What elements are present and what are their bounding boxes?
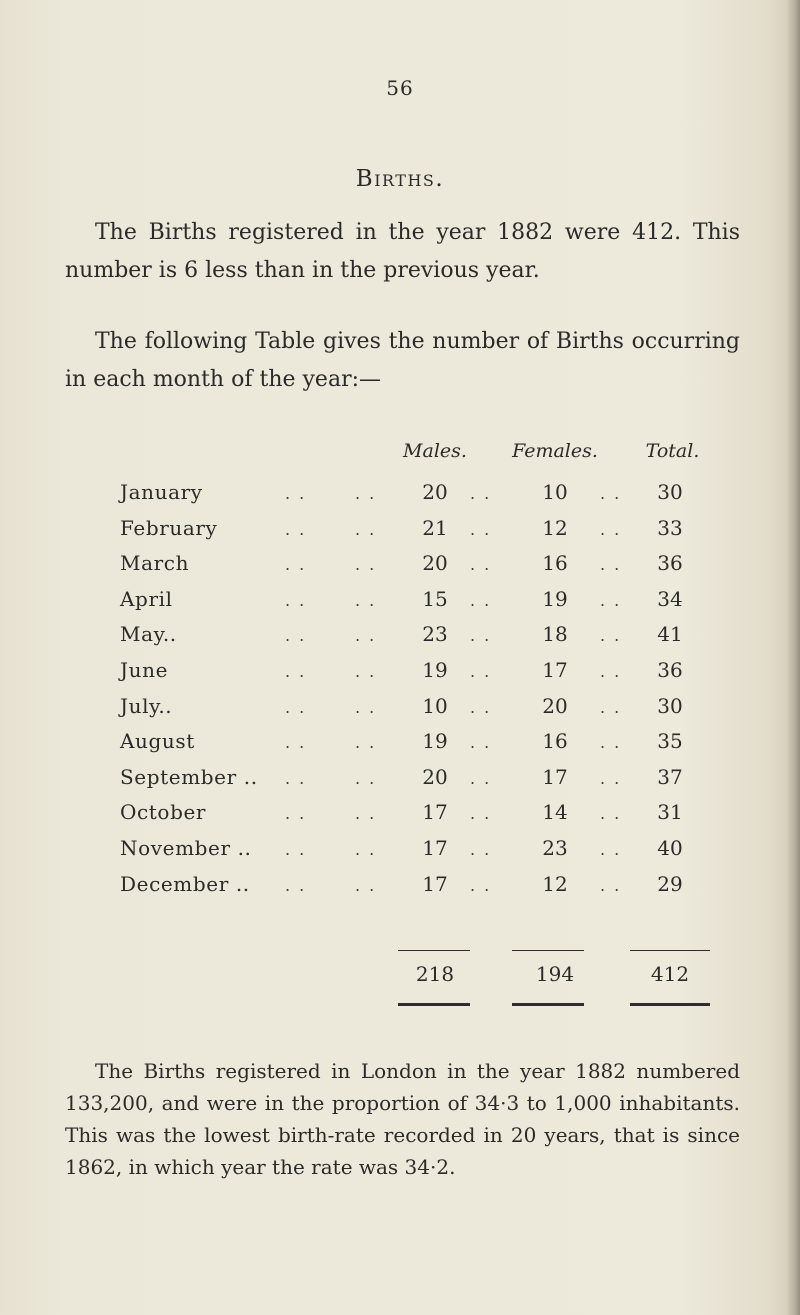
row-leader-dots: . . (285, 484, 307, 503)
row-total: 36 (657, 658, 683, 682)
row-leader-dots: . . (600, 697, 622, 717)
row-females: 19 (542, 586, 568, 611)
row-leader-dots: . . (355, 875, 377, 895)
row-leader-dots: . . (285, 662, 307, 681)
table-row (0, 765, 800, 801)
row-leader-dots: . . (600, 733, 622, 753)
row-leader-dots: . . (285, 590, 307, 610)
row-leader-dots: . . (470, 875, 492, 895)
row-females: 12 (542, 871, 568, 896)
london-paragraph: The Births registered in London in the year 1882 numbered 133,200, and were in the proportion of 34·3 to 1,000 inhabitants. This was the lowest birth-rate recorded in 20 years, that is since 1862, in which year the rate was 34·2. (65, 1059, 740, 1179)
row-total: 34 (657, 586, 683, 611)
row-month: January (120, 480, 203, 504)
row-month: September .. (120, 764, 258, 789)
row-females: 12 (542, 515, 568, 540)
row-males: 15 (422, 586, 448, 611)
row-leader-dots: . . (285, 555, 307, 575)
row-males: 20 (422, 480, 448, 504)
row-leader-dots: . . (600, 626, 622, 646)
row-leader-dots: . . (285, 519, 307, 539)
row-month: August (120, 729, 195, 754)
table-row (0, 729, 800, 765)
table-row (0, 480, 800, 516)
row-males: 23 (422, 622, 448, 647)
table-intro-paragraph: The following Table gives the number of Births occurring in each month of the year:— (65, 329, 740, 392)
row-leader-dots: . . (600, 840, 622, 859)
row-total: 41 (657, 622, 683, 647)
row-females: 14 (542, 800, 568, 825)
double-rule-males (398, 1003, 470, 1006)
row-month: December .. (120, 871, 250, 896)
row-leader-dots: . . (285, 875, 307, 895)
row-leader-dots: . . (285, 840, 307, 859)
row-total: 35 (657, 729, 683, 754)
double-rule-total (630, 1003, 710, 1006)
table-row (0, 516, 800, 552)
row-leader-dots: . . (355, 733, 377, 753)
table-row (0, 872, 800, 908)
row-females: 16 (542, 551, 568, 576)
table-row (0, 551, 800, 587)
row-leader-dots: . . (470, 768, 492, 788)
row-males: 19 (422, 658, 448, 682)
row-females: 20 (542, 693, 568, 718)
row-males: 20 (422, 764, 448, 789)
row-total: 30 (657, 693, 683, 718)
row-males: 20 (422, 551, 448, 576)
row-leader-dots: . . (470, 733, 492, 753)
table-row (0, 694, 800, 730)
table-row (0, 622, 800, 658)
row-leader-dots: . . (355, 519, 377, 539)
row-leader-dots: . . (470, 519, 492, 539)
row-leader-dots: . . (600, 484, 622, 503)
row-leader-dots: . . (355, 662, 377, 681)
row-leader-dots: . . (600, 590, 622, 610)
row-month: April (120, 586, 173, 611)
row-leader-dots: . . (600, 519, 622, 539)
row-month: March (120, 551, 190, 576)
row-leader-dots: . . (355, 804, 377, 824)
header-males: Males. (403, 440, 467, 462)
row-leader-dots: . . (470, 804, 492, 824)
row-males: 17 (422, 836, 448, 860)
row-leader-dots: . . (355, 590, 377, 610)
header-females: Females. (512, 440, 598, 462)
row-leader-dots: . . (600, 804, 622, 824)
row-total: 31 (657, 800, 683, 825)
sum-rule-males (398, 950, 470, 951)
row-leader-dots: . . (470, 840, 492, 859)
total-total: 412 (650, 962, 690, 986)
row-females: 23 (542, 836, 568, 860)
row-month: May.. (120, 622, 177, 647)
row-leader-dots: . . (355, 840, 377, 859)
row-males: 19 (422, 729, 448, 754)
row-leader-dots: . . (600, 768, 622, 788)
row-total: 40 (657, 836, 683, 860)
row-leader-dots: . . (355, 768, 377, 788)
row-total: 33 (657, 515, 683, 540)
table-row (0, 800, 800, 836)
row-leader-dots: . . (600, 875, 622, 895)
row-leader-dots: . . (285, 768, 307, 788)
row-leader-dots: . . (285, 697, 307, 717)
row-females: 16 (542, 729, 568, 754)
double-rule-females (512, 1003, 584, 1006)
total-males: 218 (415, 962, 455, 986)
row-leader-dots: . . (355, 626, 377, 646)
row-leader-dots: . . (355, 484, 377, 503)
intro-paragraph: The Births registered in the year 1882 were 412. This number is 6 less than in the previous year. (65, 220, 740, 283)
row-month: November .. (120, 836, 252, 860)
table-row (0, 658, 800, 694)
row-leader-dots: . . (285, 733, 307, 753)
row-females: 18 (542, 622, 568, 647)
row-males: 21 (422, 515, 448, 540)
row-leader-dots: . . (470, 697, 492, 717)
row-leader-dots: . . (355, 555, 377, 575)
page-number: 56 (386, 76, 414, 100)
row-month: February (120, 515, 218, 540)
row-month: June (120, 658, 169, 682)
row-leader-dots: . . (470, 484, 492, 503)
row-males: 17 (422, 800, 448, 825)
row-females: 10 (542, 480, 568, 504)
row-leader-dots: . . (470, 555, 492, 575)
row-month: July.. (120, 693, 173, 718)
sum-rule-total (630, 950, 710, 951)
row-leader-dots: . . (285, 626, 307, 646)
row-leader-dots: . . (600, 555, 622, 575)
row-males: 10 (422, 693, 448, 718)
row-leader-dots: . . (470, 662, 492, 681)
row-males: 17 (422, 871, 448, 896)
row-leader-dots: . . (355, 697, 377, 717)
row-leader-dots: . . (470, 590, 492, 610)
row-females: 17 (542, 764, 568, 789)
section-heading: Births. (355, 166, 445, 192)
table-row (0, 587, 800, 623)
row-month: October (120, 800, 207, 825)
row-leader-dots: . . (285, 804, 307, 824)
sum-rule-females (512, 950, 584, 951)
header-total: Total. (645, 440, 700, 462)
row-leader-dots: . . (600, 662, 622, 681)
table-row (0, 836, 800, 872)
row-total: 37 (657, 764, 683, 789)
row-leader-dots: . . (470, 626, 492, 646)
row-total: 30 (657, 480, 683, 504)
row-females: 17 (542, 658, 568, 682)
row-total: 29 (657, 871, 683, 896)
total-females: 194 (535, 962, 575, 986)
row-total: 36 (657, 551, 683, 576)
